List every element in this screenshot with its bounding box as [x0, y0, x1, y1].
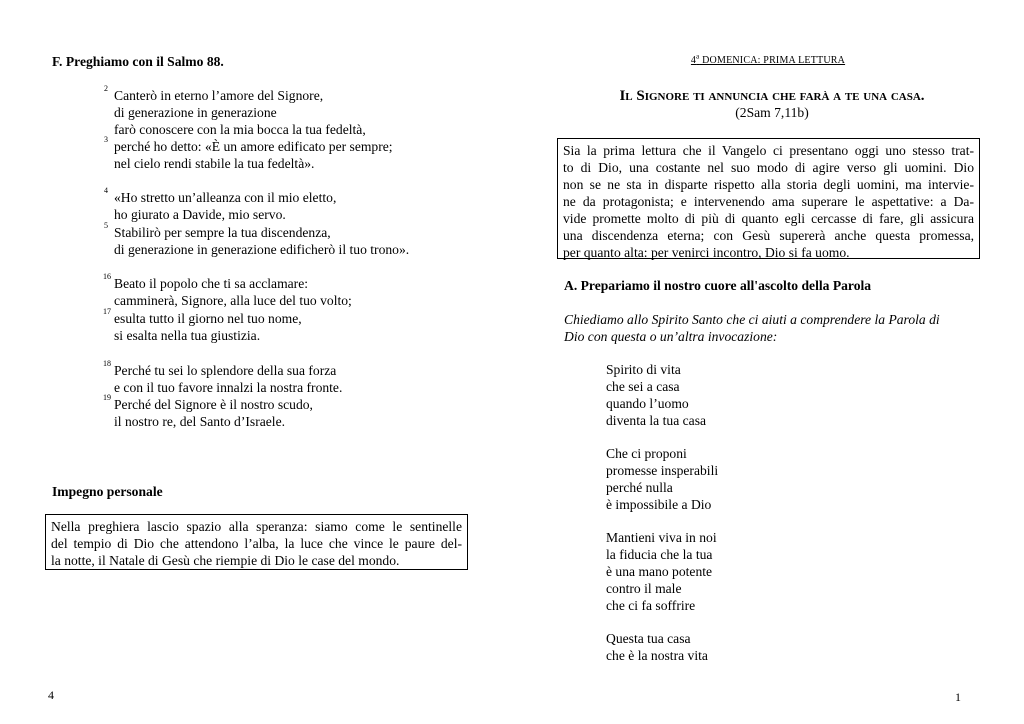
psalm-line: di generazione in generazione	[114, 105, 277, 120]
reading-title: Il Signore ti annuncia che farà a te una casa.	[619, 88, 925, 104]
psalm-line: Perché tu sei lo splendore della sua forza	[114, 363, 337, 378]
psalm-line: esulta tutto il giorno nel tuo nome,	[114, 311, 302, 326]
poem-line: promesse insperabili	[606, 463, 719, 478]
psalm-line: nel cielo rendi stabile la tua fedeltà».	[114, 156, 315, 171]
psalm-line: il nostro re, del Santo d’Israele.	[114, 414, 286, 429]
page-number-right: 1	[955, 690, 961, 704]
section-a-title: A. Prepariamo il nostro cuore all'ascolto della Parola	[564, 278, 872, 293]
poem-line: che sei a casa	[606, 379, 680, 394]
verse-number: 17	[103, 307, 111, 316]
poem-line: Spirito di vita	[606, 362, 681, 377]
psalm-line: perché ho detto: «È un amore edificato per sempre;	[114, 139, 393, 154]
poem-line: che ci fa soffrire	[606, 598, 696, 613]
psalm-line: Canterò in eterno l’amore del Signore,	[114, 88, 324, 103]
psalm-line: camminerà, Signore, alla luce del tuo volto;	[114, 293, 352, 308]
section-title-psalm: F. Preghiamo con il Salmo 88.	[52, 54, 224, 69]
verse-number: 3	[104, 135, 108, 144]
poem-line: la fiducia che la tua	[606, 547, 713, 562]
intro-line: to di Dio, una costante nel suo modo di agire verso gli uomini. Dio	[563, 160, 974, 175]
psalm-line: e con il tuo favore innalzi la nostra fronte.	[114, 380, 343, 395]
intro-line: non se ne sta in disparte rispetto alla storia degli uomini, ma intervie-	[563, 177, 974, 192]
impegno-line: del tempio di Dio che attendono l’alba, la luce che vince le paure del-	[51, 536, 462, 551]
intro-line: una discendenza eterna; con Gesù supererà anche questa promessa,	[563, 228, 974, 243]
impegno-line: Nella preghiera lascio spazio alla speranza: siamo come le sentinelle	[51, 519, 462, 534]
intro-line: vide promette molto di più di quanto egli cercasse di fare, gli assicura	[563, 211, 974, 226]
psalm-line: farò conoscere con la mia bocca la tua fedeltà,	[114, 122, 366, 137]
impegno-title: Impegno personale	[52, 484, 163, 499]
psalm-line: ho giurato a Davide, mio servo.	[114, 207, 286, 222]
intro-line: ne da protagonista; e intervenendo ama superare le aspettative: a Da-	[563, 194, 974, 209]
psalm-line: di generazione in generazione edificherò il tuo trono».	[114, 242, 410, 257]
poem-line: contro il male	[606, 581, 682, 596]
intro-box	[557, 138, 980, 259]
psalm-line: «Ho stretto un’alleanza con il mio eletto,	[114, 190, 337, 205]
poem-line: è una mano potente	[606, 564, 713, 579]
poem-line: Mantieni viva in noi	[606, 530, 717, 545]
running-head	[512, 53, 1024, 66]
psalm-line: Stabilirò per sempre la tua discendenza,	[114, 225, 331, 240]
poem-line: diventa la tua casa	[606, 413, 707, 428]
verse-number: 4	[104, 186, 108, 195]
invitation-line: Dio con questa o un’altra invocazione:	[564, 329, 778, 344]
verse-number: 2	[104, 84, 108, 93]
verse-number: 16	[103, 272, 111, 281]
psalm-line: si esalta nella tua giustizia.	[114, 328, 261, 343]
verse-number: 5	[104, 221, 108, 230]
poem-line: quando l’uomo	[606, 396, 689, 411]
running-head-num: 4$^a$ DOMENICA: PRIMA LETTURA	[690, 53, 846, 67]
poem-line: Questa tua casa	[606, 631, 691, 646]
intro-line: per quanto alta: per venirci incontro, Dio si fa uomo.	[563, 245, 850, 260]
psalm-line: Perché del Signore è il nostro scudo,	[114, 397, 313, 412]
reading-reference: (2Sam 7,11b)	[735, 105, 809, 120]
verse-number: 18	[103, 359, 111, 368]
verse-number: 19	[103, 393, 111, 402]
psalm-line: Beato il popolo che ti sa acclamare:	[114, 276, 309, 291]
invitation-line: Chiediamo allo Spirito Santo che ci aiuti a comprendere la Parola di	[564, 312, 940, 327]
poem-line: che è la nostra vita	[606, 648, 708, 663]
poem-line: è impossibile a Dio	[606, 497, 712, 512]
poem-line: Che ci proponi	[606, 446, 687, 461]
impegno-line: la notte, il Natale di Gesù che riempie di Dio le case del mondo.	[51, 553, 400, 568]
poem-line: perché nulla	[606, 480, 673, 495]
impegno-box	[45, 514, 468, 570]
page-number-left: 4	[48, 688, 54, 702]
intro-line: Sia la prima lettura che il Vangelo ci presentano oggi uno stesso trat-	[563, 143, 974, 158]
